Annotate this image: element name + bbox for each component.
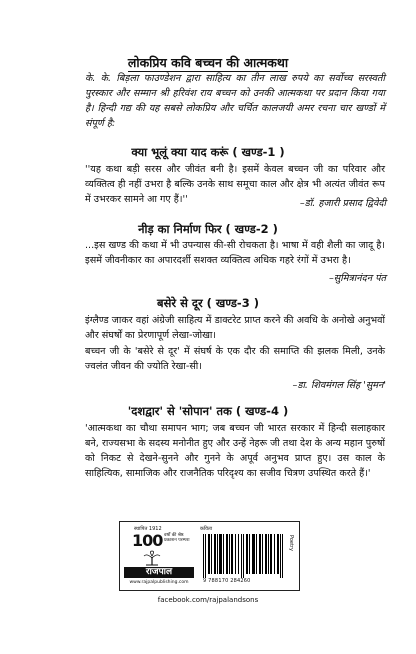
barcode-area (198, 525, 295, 587)
publisher-logo: राजपाल (124, 567, 194, 578)
footer-social-url[interactable]: facebook.com/rajpalandsons (157, 596, 259, 604)
section-3-heading: बसेरे से दूर ( खण्ड-3 ) (157, 296, 259, 310)
publisher-barcode-box (119, 521, 300, 591)
badge-established: स्थापित 1912 (134, 526, 162, 532)
category-label: कविता (200, 526, 213, 532)
badge-subtitle: वर्षों की श्रेष्ठ प्रकाशन परम्परा (164, 533, 190, 543)
barcode (203, 534, 283, 578)
section-3-text: इंग्लैण्ड जाकर वहां अंग्रेजी साहित्य में डाक्टरेट प्राप्त करने की अवधि के अनोखे अनुभवों और संघर्षों का प्रेरणापूर्ण लेखा-जोखा। (85, 315, 385, 341)
isbn-digits: 9 788170 284260 (203, 578, 251, 584)
section-2-text: ...इस खण्ड की कथा में भी उपन्यास की-सी रोचकता है। भाषा में वही शैली का जादू है। इसमें जीवनीकार का अपारदर्शी सशक्त व्यक्तित्व अधिक गहरे रंगों में उभरा है। (85, 240, 385, 266)
section-2-heading: नीड़ का निर्माण फिर ( खण्ड-2 ) (138, 222, 278, 236)
section-4-text: 'आत्मकथा का चौथा समापन भाग; जब बच्चन जी भारत सरकार में हिन्दी सलाहकार बने, राज्यसभा के सदस्य मनोनीत हुए और उन्हें नेहरू जी तथा देश के अन्य महान पुरुषों को निकट से देखने-सुनने और गुनने के अपूर्व अनुभव प्राप्त हुए। उस काल के साहित्यिक, सामाजिक और राजनैतिक परिदृश्य का सजीव चित्रण उपस्थित करते हैं।' (85, 423, 385, 479)
section-1-heading: क्या भूलूं क्या याद करूं ( खण्ड-1 ) (131, 145, 285, 159)
section-4-heading: 'दशद्वार' से 'सोपान' तक ( खण्ड-4 ) (127, 404, 289, 418)
section-1-text: ''यह कथा बड़ी सरस और जीवंत बनी है। इसमें केवल बच्चन जी का परिवार और व्यक्तित्व ही नहीं उभरा है बल्कि उनके साथ समूचा काल और क्षेत्र भी अत्यंत जीवंत रूप में उभरकर सामने आ गए हैं।'' (85, 164, 385, 205)
intro-paragraph: के. के. बिड़ला फाउण्डेशन द्वारा साहित्य का तीन लाख रुपये का सर्वोच्च सरस्वती पुरस्कार और सम्मान श्री हरिवंश राय बच्चन को उनकी आत्मकथा पर प्रदान किया गया है। हिन्दी गद्य की यह सबसे लोकप्रिय और चर्चित कालजयी अमर रचना चार खण्डों में संपूर्ण है: (85, 73, 385, 129)
section-3-text-2: बच्चन जी के 'बसेरे से दूर' में संघर्ष के एक दौर की समाप्ति की झलक मिली, उनके ज्वलंत जीवन की ज्योति रेखा-सी। (85, 346, 385, 372)
category-vertical: Poetry (288, 535, 294, 551)
tree-icon (142, 550, 162, 566)
section-2-attribution: –सुमित्रानंदन पंत (329, 273, 386, 284)
section-3-attribution: –डा. शिवमंगल सिंह 'सुमन' (292, 380, 386, 391)
section-1-attribution: –डॉ. हजारी प्रसाद द्विवेदी (299, 198, 386, 209)
badge-number: 100 (132, 531, 163, 550)
publisher-website: www.rajpalpublishing.com (129, 580, 189, 585)
page-title: लोकप्रिय कवि बच्चन की आत्मकथा (127, 55, 289, 70)
